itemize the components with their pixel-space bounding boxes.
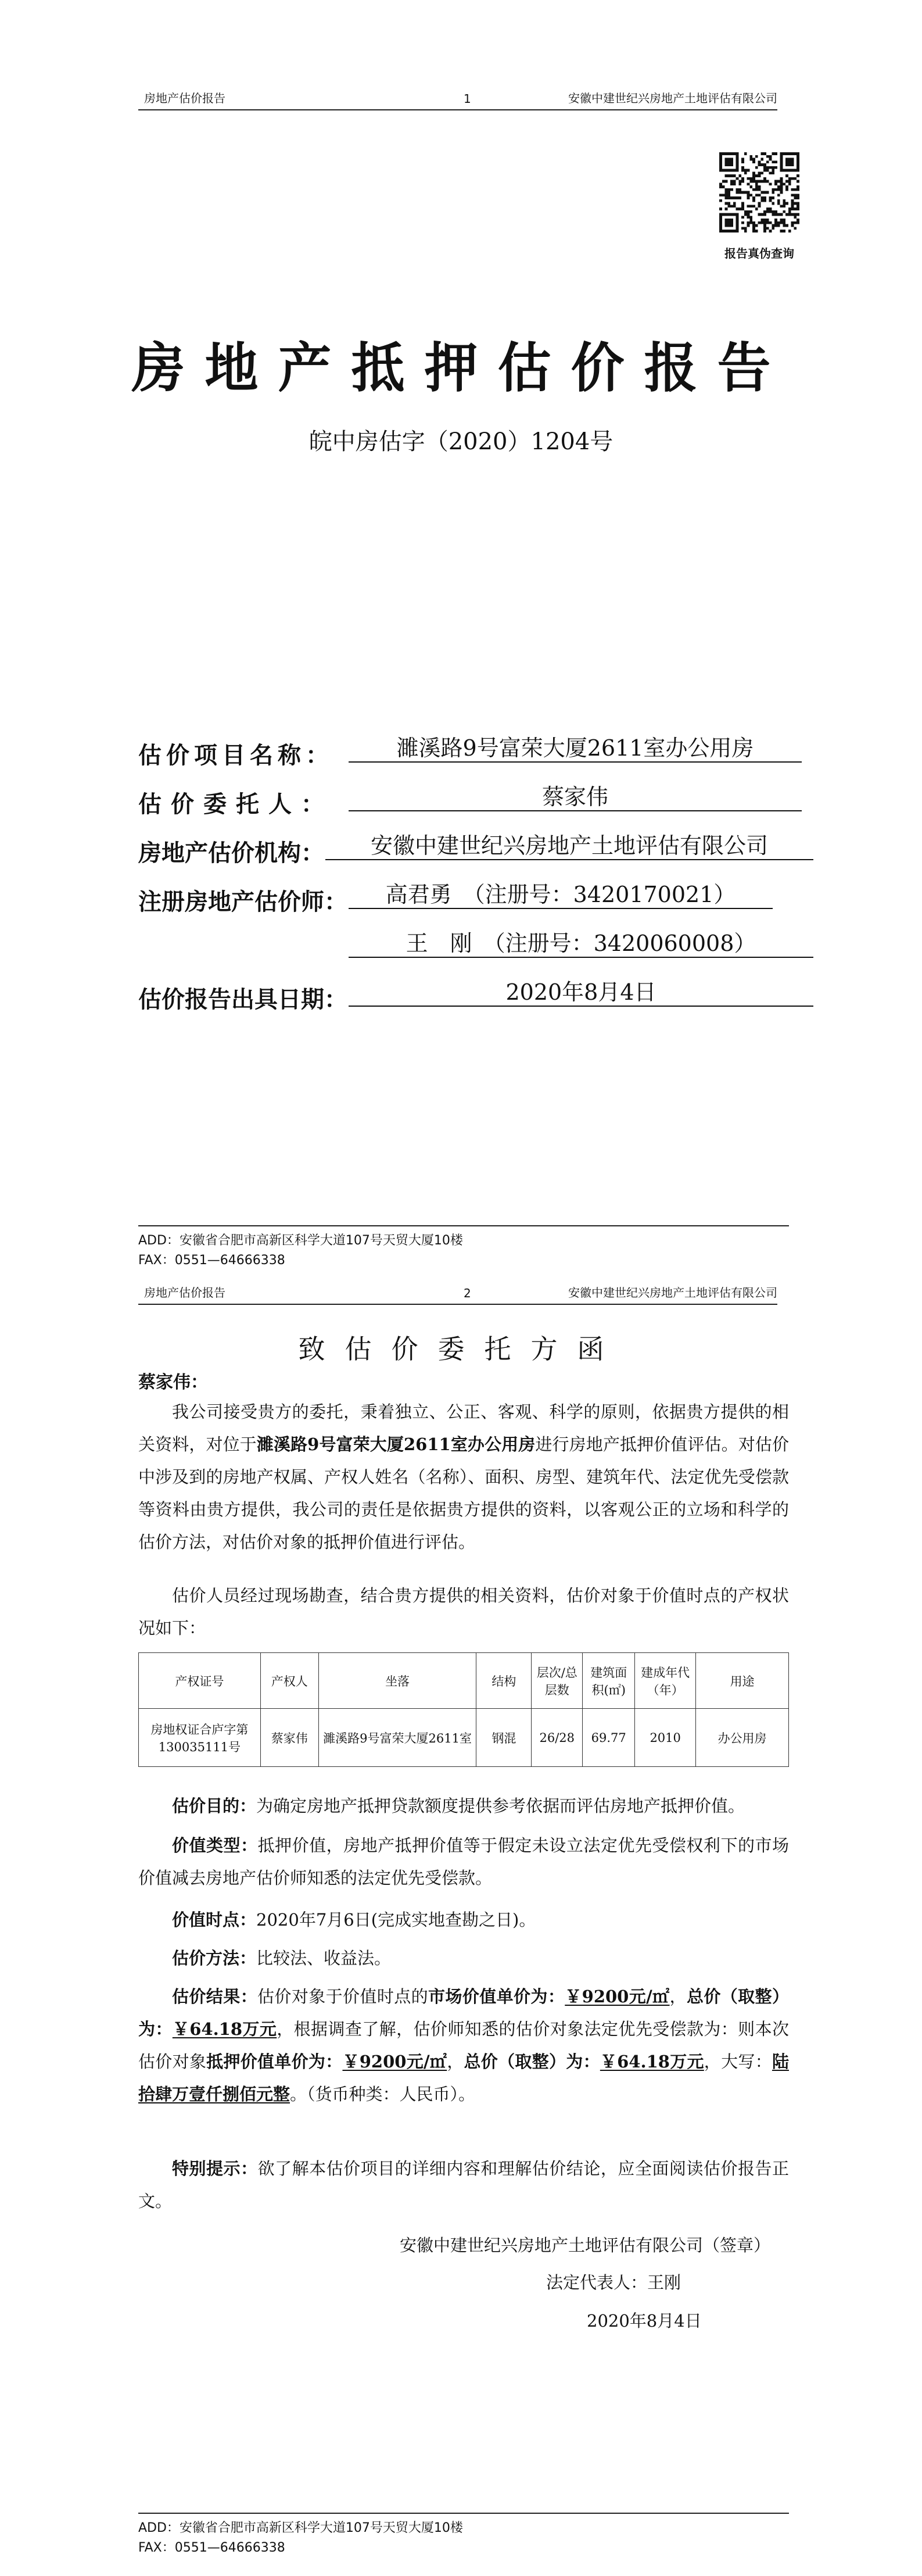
header-doc-type: 房地产估价报告 <box>144 91 225 105</box>
client-label: 估价委托人： <box>138 790 333 818</box>
report-cover-page <box>0 0 922 1282</box>
appraiser-2-value: 王 刚 （注册号：3420060008） <box>349 929 813 958</box>
col-cert-no: 产权证号 <box>139 1653 261 1709</box>
result-amount-in-words: 陆拾肆万壹仟捌佰元整 <box>138 2052 789 2104</box>
notice-label: 特别提示： <box>172 2159 258 2178</box>
intro-text-c: 进行房地产抵押价值评估。对估价中涉及到的房地产权属、产权人姓名（名称）、面积、房型、建筑年代、法定优先受偿款等资料由贵方提供，我公司的责任是依据贵方提供的资料，以客观公正的立场和科学的估价方法，对估价对象的抵押价值进行评估。 <box>138 1434 789 1552</box>
value-time-text: 2020年7月6日(完成实地查勘之日)。 <box>256 1910 536 1930</box>
result-sep-2: ， <box>447 2052 464 2071</box>
letter-heading: 致估价委托方函 <box>298 1333 624 1365</box>
letter-salutation: 蔡家伟： <box>138 1372 208 1393</box>
result-mortgage-total: ￥64.18万元 <box>600 2052 704 2071</box>
footer-rule <box>138 1225 789 1226</box>
header-company: 安徽中建世纪兴房地产土地评估有限公司 <box>568 1286 777 1300</box>
issue-date-value: 2020年8月4日 <box>349 978 813 1007</box>
cell-floor: 26/28 <box>532 1709 583 1767</box>
result-market-total-label: 总价（取整）为： <box>138 1987 789 2039</box>
footer-address: ADD：安徽省合肥市高新区科学大道107号天贸大厦10楼 <box>138 1233 463 1248</box>
footer-fax: FAX：0551—64666338 <box>138 1253 285 1268</box>
signature-company: 安徽中建世纪兴房地产土地评估有限公司（签章） <box>400 2235 771 2255</box>
table-header-row <box>139 1653 789 1709</box>
method-label: 估价方法： <box>172 1948 257 1968</box>
value-type-label: 价值类型： <box>172 1836 258 1855</box>
cell-usage: 办公用房 <box>696 1709 789 1767</box>
table-row <box>139 1709 789 1767</box>
purpose-text: 为确定房地产抵押贷款额度提供参考依据而评估房地产抵押价值。 <box>256 1796 745 1816</box>
qr-verify-label: 报告真伪查询 <box>724 246 794 260</box>
col-structure: 结构 <box>476 1653 532 1709</box>
page-footer <box>138 1231 463 1271</box>
result-text-5: ，大写： <box>704 2052 772 2071</box>
project-name-label: 估价项目名称： <box>138 742 333 769</box>
result-label: 估价结果： <box>172 1987 258 2006</box>
cell-area: 69.77 <box>583 1709 635 1767</box>
col-area: 建筑面积(㎡) <box>583 1653 635 1709</box>
header-page-number: 2 <box>464 1286 471 1300</box>
value-type-text: 抵押价值，房地产抵押价值等于假定未设立法定优先受偿权利下的市场价值减去房地产估价师知悉的法定优先受偿款。 <box>138 1836 789 1888</box>
intro-property-address: 濉溪路9号富荣大厦2611室办公用房 <box>256 1434 536 1454</box>
col-year: 建成年代（年） <box>635 1653 696 1709</box>
header-doc-type: 房地产估价报告 <box>144 1286 225 1300</box>
result-sep-1: ， <box>669 1987 687 2006</box>
header-company: 安徽中建世纪兴房地产土地评估有限公司 <box>568 91 777 105</box>
result-paragraph <box>138 1980 789 2110</box>
col-usage: 用途 <box>696 1653 789 1709</box>
cell-year: 2010 <box>635 1709 696 1767</box>
result-text-6: 。（货币种类：人民币）。 <box>290 2084 476 2104</box>
value-type-paragraph <box>138 1829 789 1894</box>
value-time-label: 价值时点： <box>172 1910 257 1930</box>
result-market-total: ￥64.18万元 <box>172 2019 277 2039</box>
page-header <box>138 87 777 110</box>
method-text: 比较法、收益法。 <box>256 1948 392 1968</box>
agency-value: 安徽中建世纪兴房地产土地评估有限公司 <box>325 831 813 860</box>
col-location: 坐落 <box>318 1653 476 1709</box>
cell-location: 濉溪路9号富荣大厦2611室 <box>318 1709 476 1767</box>
result-text-3: ，根据调查了解，估价师知悉的估价对象法定优先受偿款为：则本次估价对象 <box>138 2019 789 2071</box>
notice-paragraph <box>138 2152 789 2217</box>
cell-cert-no: 房地权证合庐字第130035111号 <box>139 1709 261 1767</box>
appraiser-label: 注册房地产估价师： <box>138 888 347 915</box>
page-header <box>138 1282 777 1305</box>
notice-text: 欲了解本估价项目的详细内容和理解估价结论，应全面阅读估价报告正文。 <box>138 2159 789 2211</box>
result-mortgage-total-label: 总价（取整）为： <box>464 2052 600 2071</box>
cell-owner: 蔡家伟 <box>260 1709 318 1767</box>
method-paragraph <box>138 1942 789 1974</box>
col-owner: 产权人 <box>260 1653 318 1709</box>
result-mortgage-unit-label: 抵押价值单价为： <box>206 2052 343 2071</box>
agency-label: 房地产估价机构： <box>138 839 324 867</box>
result-market-unit-label: 市场价值单价为： <box>428 1987 565 2006</box>
header-page-number: 1 <box>464 92 471 106</box>
property-table <box>138 1652 789 1767</box>
cell-structure: 钢混 <box>476 1709 532 1767</box>
report-title: 房地产抵押估价报告 <box>131 337 791 399</box>
col-floor: 层次/总层数 <box>532 1653 583 1709</box>
qr-code-icon[interactable] <box>719 152 799 232</box>
footer-rule <box>138 2513 789 2514</box>
report-reference-number: 皖中房估字（2020）1204号 <box>308 428 614 455</box>
signature-representative: 法定代表人：王刚 <box>546 2273 681 2292</box>
page-footer <box>138 2518 463 2558</box>
value-time-paragraph <box>138 1904 789 1936</box>
result-mortgage-unit-price: ￥9200元/㎡ <box>342 2052 447 2071</box>
client-value: 蔡家伟 <box>349 782 802 811</box>
signature-date: 2020年8月4日 <box>587 2311 702 2331</box>
result-text-1: 估价对象于价值时点的 <box>257 1987 429 2006</box>
footer-address: ADD：安徽省合肥市高新区科学大道107号天贸大厦10楼 <box>138 2521 463 2535</box>
purpose-label: 估价目的： <box>172 1796 257 1816</box>
footer-fax: FAX：0551—64666338 <box>138 2541 285 2555</box>
purpose-paragraph <box>138 1790 789 1822</box>
intro-paragraph <box>138 1396 789 1558</box>
issue-date-label: 估价报告出具日期： <box>138 986 347 1013</box>
survey-paragraph: 估价人员经过现场勘查，结合贵方提供的相关资料，估价对象于价值时点的产权状况如下： <box>138 1586 789 1638</box>
letter-page <box>0 1282 922 2576</box>
intro-text-a: 我公司接受贵方的委托，秉着独立、公正、客观、科学的原则，依据贵方提供的相关资料，对位于 <box>138 1402 789 1454</box>
project-name-value: 濉溪路9号富荣大厦2611室办公用房 <box>349 734 802 763</box>
appraiser-1-value: 高君勇 （注册号：3420170021） <box>349 880 773 909</box>
result-market-unit-price: ￥9200元/㎡ <box>565 1987 670 2006</box>
